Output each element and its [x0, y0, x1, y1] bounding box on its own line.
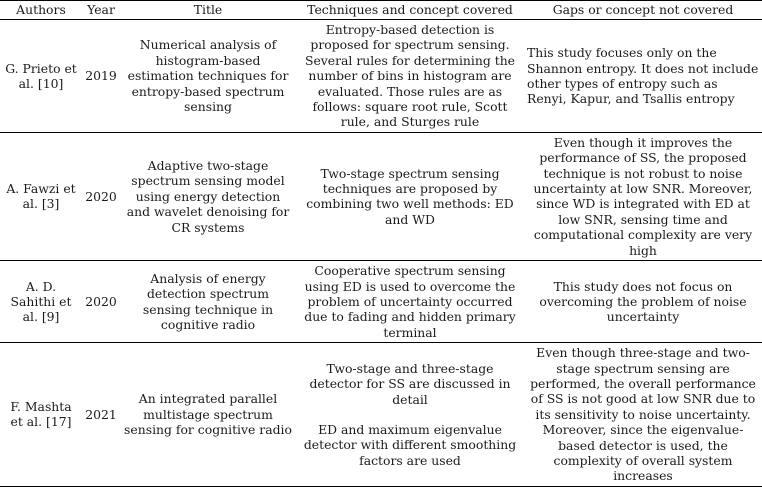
table-row [0, 261, 762, 343]
paragraph-spacer [299, 407, 521, 422]
cell-year: 2019 [82, 20, 120, 133]
table-row [0, 132, 762, 260]
header-gaps: Gaps or concept not covered [524, 1, 762, 20]
cell-title: An integrated parallel multistage spectrum sensing for cognitive radio [120, 343, 296, 487]
header-techniques: Techniques and concept covered [296, 1, 524, 20]
cell-title: Analysis of energy detection spectrum sensing technique in cognitive radio [120, 261, 296, 343]
techniques-part-1: Two-stage and three-stage detector for SS are discussed in detail [309, 360, 511, 407]
header-row [0, 1, 762, 20]
cell-techniques: Two-stage spectrum sensing techniques are proposed by combining two well methods: ED and WD [296, 132, 524, 260]
cell-techniques [296, 343, 524, 487]
cell-title: Numerical analysis of histogram-based estimation techniques for entropy-based spectrum sensing [120, 20, 296, 133]
cell-authors: A. Fawzi et al. [3] [0, 132, 82, 260]
cell-gaps: This study focuses only on the Shannon entropy. It does not include other types of entropy such as Renyi, Kapur, and Tsallis entropy [524, 20, 762, 133]
header-year: Year [82, 1, 120, 20]
cell-year: 2021 [82, 343, 120, 487]
cell-title: Adaptive two-stage spectrum sensing model using energy detection and wavelet denoising for CR systems [120, 132, 296, 260]
cell-gaps: Even though three-stage and two-stage spectrum sensing are performed, the overall performance of SS is not good at low SNR due to its sensitivity to noise uncertainty. Moreover, since the eigenvalue-based detector is used, the complexity of overall system increases [524, 343, 762, 487]
cell-techniques: Entropy-based detection is proposed for spectrum sensing. Several rules for determining the number of bins in histogram are evaluated. Those rules are as follows: square root rule, Scott rule, and Sturges rule [296, 20, 524, 133]
header-title: Title [120, 1, 296, 20]
cell-gaps: This study does not focus on overcoming the problem of noise uncertainty [524, 261, 762, 343]
header-authors: Authors [0, 1, 82, 20]
cell-authors: F. Mashta et al. [17] [0, 343, 82, 487]
cell-gaps: Even though it improves the performance of SS, the proposed technique is not robust to noise uncertainty at low SNR. Moreover, since WD is integrated with ED at low SNR, sensing time and computational complexity are very high [524, 132, 762, 260]
cell-techniques: Cooperative spectrum sensing using ED is used to overcome the problem of uncertainty occurred due to fading and hidden primary terminal [296, 261, 524, 343]
table-row [0, 20, 762, 133]
table-row [0, 343, 762, 487]
cell-year: 2020 [82, 132, 120, 260]
techniques-part-2: ED and maximum eigenvalue detector with different smoothing factors are used [303, 421, 517, 468]
cell-year: 2020 [82, 261, 120, 343]
cell-authors: A. D. Sahithi et al. [9] [0, 261, 82, 343]
cell-authors: G. Prieto et al. [10] [0, 20, 82, 133]
